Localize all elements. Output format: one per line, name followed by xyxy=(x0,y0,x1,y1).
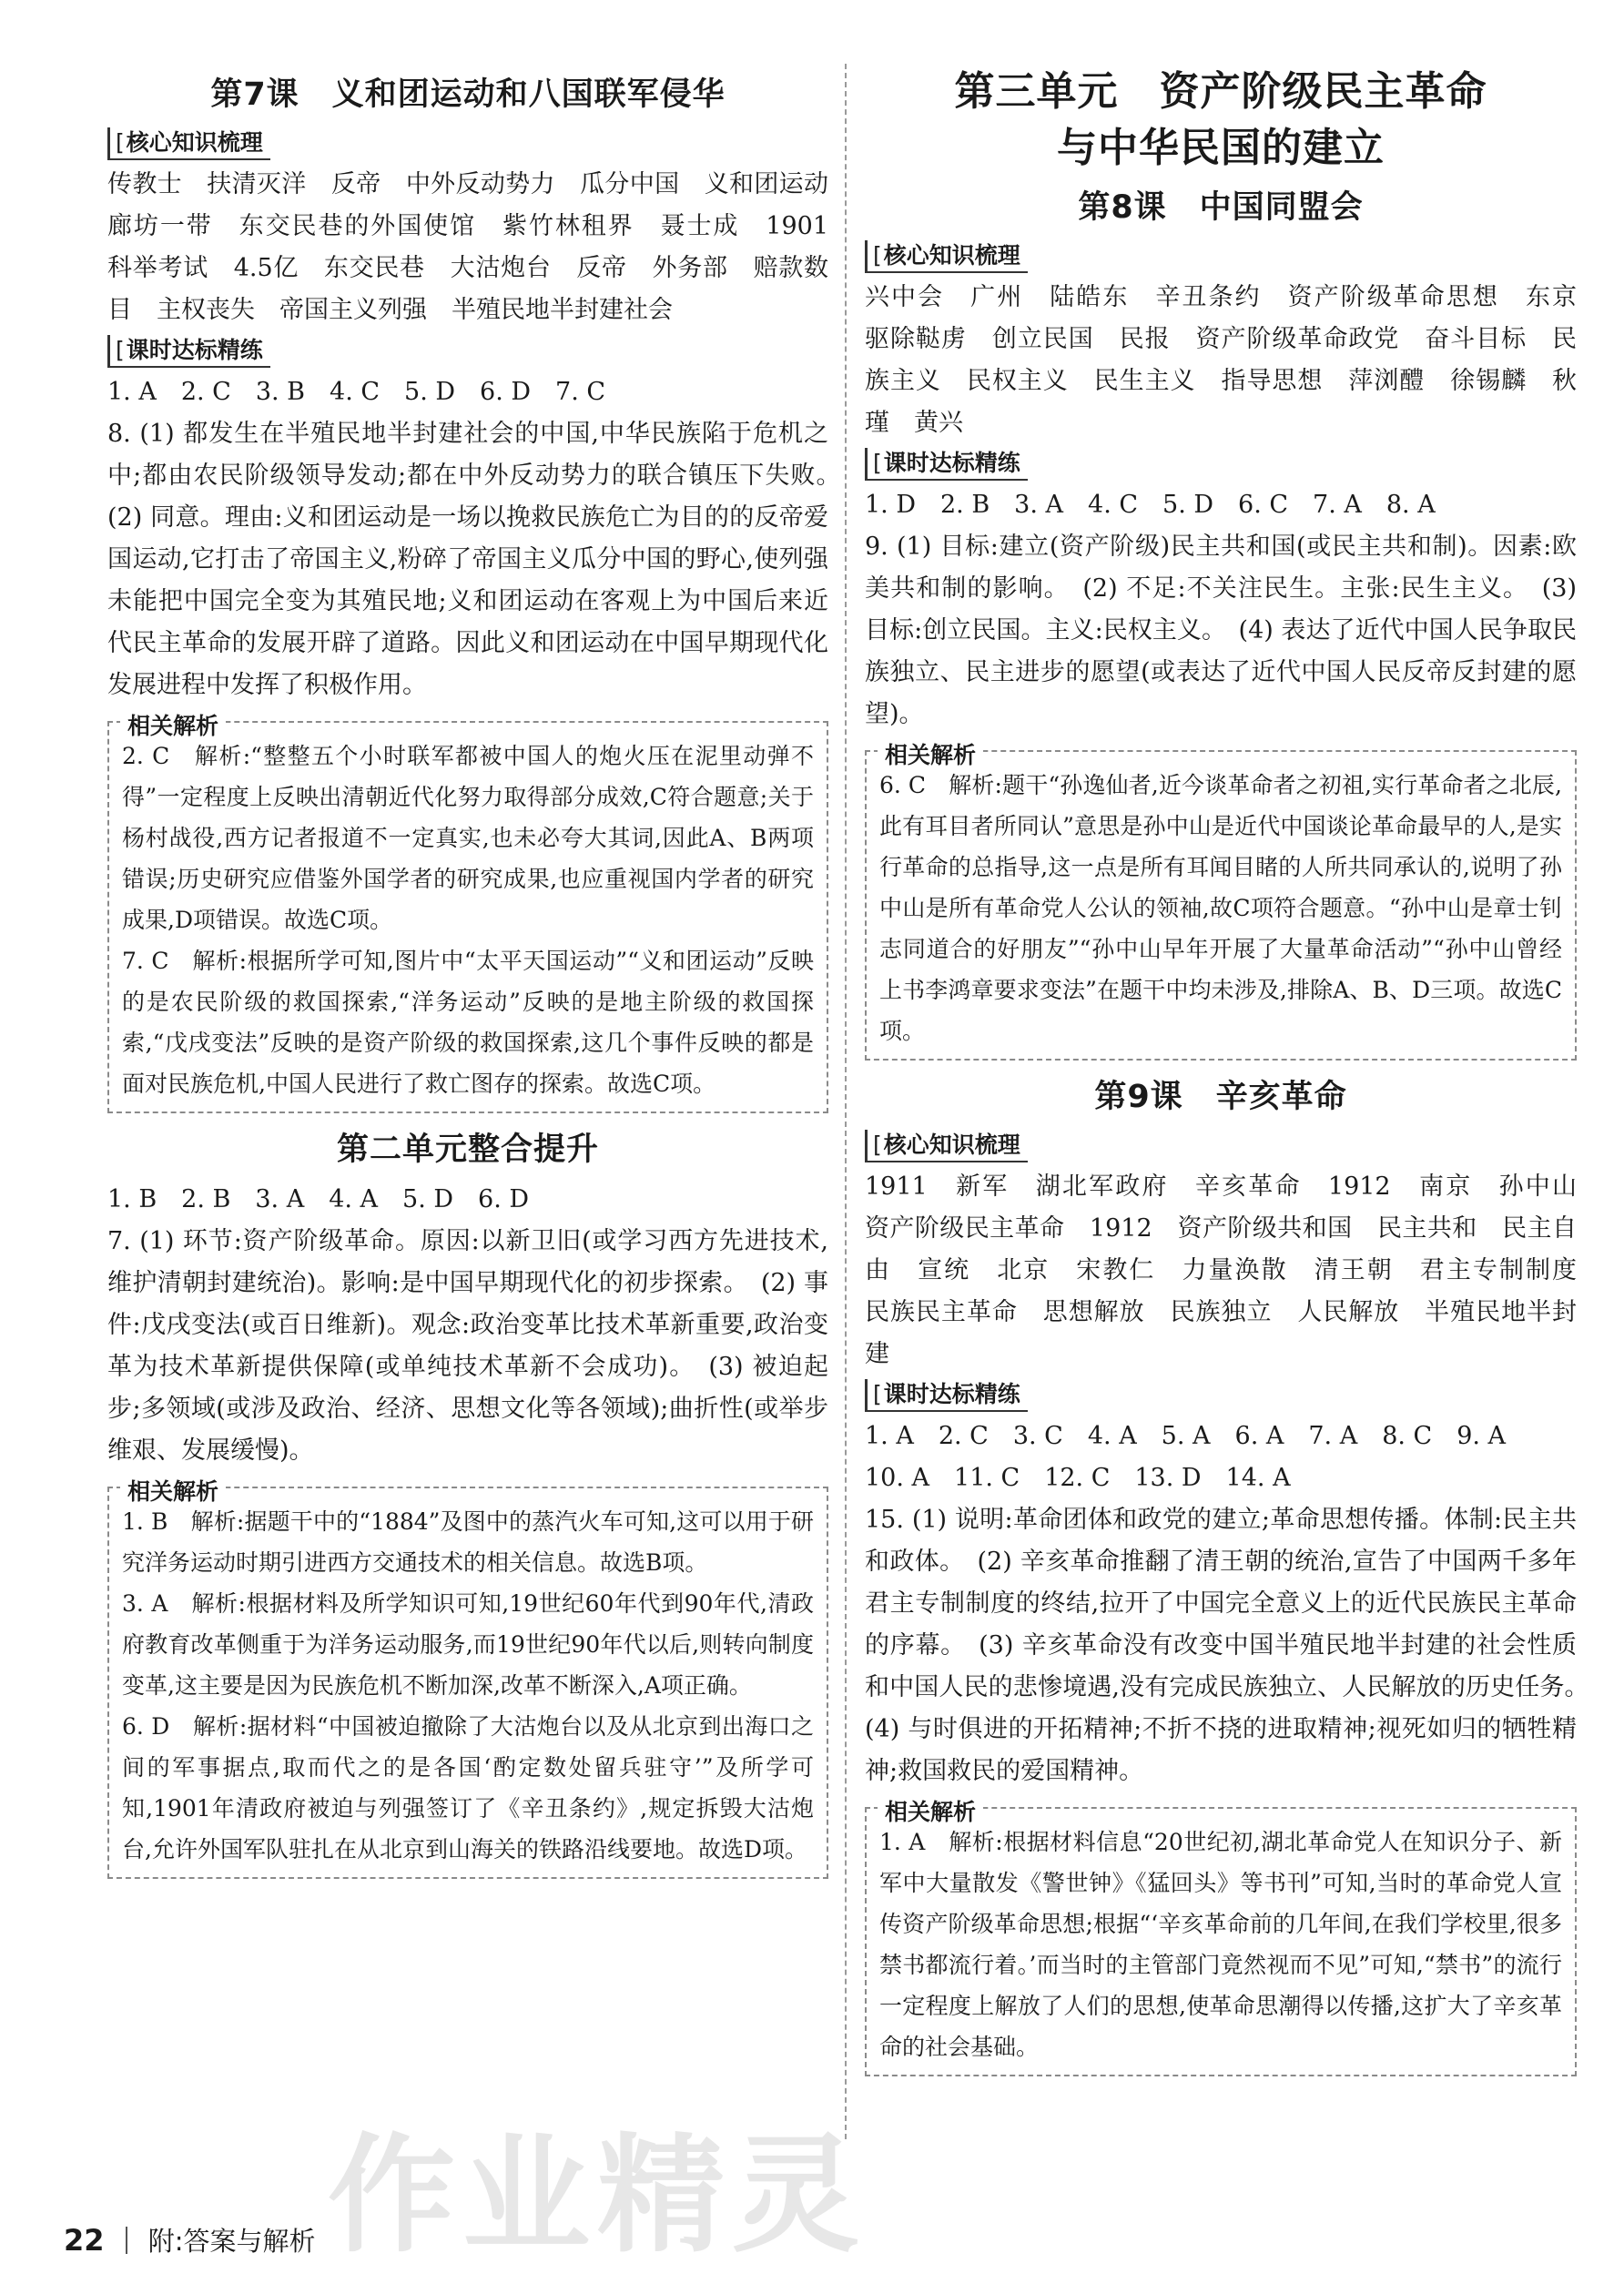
lesson7-analysis-box xyxy=(107,713,828,1113)
analysis-item: 1. B 解析:据题干中的“1884”及图中的蒸汽火车可知,这可以用于研究洋务运动时期引进西方交通技术的相关信息。故选B项。 xyxy=(122,1508,814,1576)
lesson8-q9: 9. (1) 目标:建立(资产阶级)民主共和国(或民主共和制)。因素:欧美共和制的影响。 (2) 不足:不关注民生。主张:民生主义。 (3) 目标:创立民国。主义:民权主义。 (4) 表达了近代中国人民争取民族独立、民主进步的愿望(或表达了近代中国人民反帝反封建的愿望)。 xyxy=(865,533,1577,728)
lesson9-analysis-box xyxy=(865,1799,1577,2076)
lesson9-q15: 15. (1) 说明:革命团体和政党的建立;革命思想传播。体制:民主共和政体。 (2) 辛亥革命推翻了清王朝的统治,宣告了中国两千多年君主专制制度的终结,拉开了中国完全意义上的近代民族民主革命的序幕。 (3) 辛亥革命没有改变中国半殖民地半封建的社会性质和中国人民的悲惨境遇,没有完成民族独立、人民解放的历史任务。 (4) 与时俱进的开拓精神;不折不挠的进取精神;视死如归的牺牲精神;救国救民的爱国精神。 xyxy=(865,1506,1601,1785)
lesson7-title: 第7课 义和团运动和八国联军侵华 xyxy=(210,76,726,113)
page-footer xyxy=(64,2221,316,2258)
analysis-tag: 相关解析 xyxy=(878,1794,983,1827)
left-column xyxy=(107,64,853,1890)
unit3-title: 第三单元 资产阶级民主革命 与中华民国的建立 xyxy=(954,68,1487,171)
lesson8-knowledge: 兴中会 广州 陆皓东 辛丑条约 资产阶级革命思想 东京 驱除鞑虏 创立民国 民报 资产阶级革命政党 奋斗目标 民族主义 民权主义 民生主义 指导思想 萍浏醴 徐锡麟 秋瑾 黄兴 xyxy=(865,283,1601,437)
unit2-answers: 1. B 2. B 3. A 4. A 5. D 6. D xyxy=(107,1185,530,1213)
lesson7-knowledge: 传教士 扶清灭洋 反帝 中外反动势力 瓜分中国 义和团运动 廊坊一带 东交民巷的外国使馆 紫竹林租界 聂士成 1901 科举考试 4.5亿 东交民巷 大沽炮台 反帝 外务部 赔款数目 主权丧失 帝国主义列强 半殖民地半封建社会 xyxy=(107,170,853,324)
footer-label: 附:答案与解析 xyxy=(147,2226,316,2257)
lesson7-answers: 1. A 2. C 3. B 4. C 5. D 6. D 7. C xyxy=(107,378,606,406)
practice-tag: [ 课时达标精练 xyxy=(865,448,1028,481)
lesson9-title: 第9课 辛亥革命 xyxy=(1094,1079,1347,1115)
analysis-tag: 相关解析 xyxy=(878,737,983,770)
analysis-item: 7. C 解析:根据所学可知,图片中“太平天国运动”“义和团运动”反映的是农民阶级的救国探索,“洋务运动”反映的是地主阶级的救国探索,“戊戌变法”反映的是资产阶级的救国探索,这几个事件反映的都是面对民族危机,中国人民进行了救亡图存的探索。故选C项。 xyxy=(122,948,814,1097)
lesson7-q8: 8. (1) 都发生在半殖民地半封建社会的中国,中华民族陷于危机之中;都由农民阶级领导发动;都在中外反动势力的联合镇压下失败。 (2) 同意。理由:义和团运动是一场以挽救民族危亡为目的的反帝爱国运动,它打击了帝国主义,粉碎了帝国主义瓜分中国的野心,使列强未能把中国完全变为其殖民地;义和团运动在客观上为中国后来近代民主革命的发展开辟了道路。因此义和团运动在中国早期现代化发展进程中发挥了积极作用。 xyxy=(107,420,853,699)
analysis-item: 6. C 解析:题干“孙逸仙者,近今谈革命者之初祖,实行革命者之北辰,此有耳目者所同认”意思是孙中山是近代中国谈论革命最早的人,是实行革命的总指导,这一点是所有耳闻目睹的人所共同承认的,说明了孙中山是所有革命党人公认的领袖,故C项符合题意。“孙中山是章士钊志同道合的好朋友”“孙中山早年开展了大量革命活动”“孙中山曾经上书李鸿章要求变法”在题干中均未涉及,排除A、B、D三项。故选C项。 xyxy=(879,772,1562,1044)
analysis-tag: 相关解析 xyxy=(120,708,226,741)
right-column xyxy=(865,64,1601,2087)
footer-separator xyxy=(126,2227,127,2254)
analysis-item: 2. C 解析:“整整五个小时联军都被中国人的炮火压在泥里动弹不得”一定程度上反映出清朝近代化努力取得部分成效,C符合题意;关于杨村战役,西方记者报道不一定真实,也未必夸大其词,因此A、B两项错误;历史研究应借鉴外国学者的研究成果,也应重视国内学者的研究成果,D项错误。故选C项。 xyxy=(122,743,814,933)
page-number: 22 xyxy=(64,2223,105,2258)
knowledge-tag: [ 核心知识梳理 xyxy=(865,1130,1028,1162)
lesson8-title: 第8课 中国同盟会 xyxy=(1078,189,1364,226)
lesson8-answers: 1. D 2. B 3. A 4. C 5. D 6. C 7. A 8. A xyxy=(865,491,1436,519)
watermark: 作业精灵 xyxy=(328,2122,868,2270)
analysis-item: 6. D 解析:据材料“中国被迫撤除了大沽炮台以及从北京到出海口之间的军事据点,取而代之的是各国‘酌定数处留兵驻守’”及所学可知,1901年清政府被迫与列强签订了《辛丑条约》,规定拆毁大沽炮台,允许外国军队驻扎在从北京到山海关的铁路沿线要地。故选D项。 xyxy=(122,1713,814,1863)
unit2-q7: 7. (1) 环节:资产阶级革命。原因:以新卫旧(或学习西方先进技术,维护清朝封建统治)。影响:是中国早期现代化的初步探索。 (2) 事件:戊戌变法(或百日维新)。观念:政治变革比技术革新重要,政治变革为技术革新提供保障(或单纯技术革新不会成功)。 (3) 被迫起步;多领域(或涉及政治、经济、思想文化等各领域);曲折性(或举步维艰、发展缓慢)。 xyxy=(107,1227,828,1465)
lesson9-answers-2: 10. A 11. C 12. C 13. D 14. A xyxy=(865,1464,1291,1492)
knowledge-tag: [ 核心知识梳理 xyxy=(865,240,1028,273)
analysis-item: 3. A 解析:根据材料及所学知识可知,19世纪60年代到90年代,清政府教育改革侧重于为洋务运动服务,而19世纪90年代以后,则转向制度变革,这主要是因为民族危机不断加深,改革不断深入,A项正确。 xyxy=(122,1590,814,1699)
analysis-item: 1. A 解析:根据材料信息“20世纪初,湖北革命党人在知识分子、新军中大量散发《警世钟》《猛回头》等书刊”可知,当时的革命党人宣传资产阶级革命思想;根据“‘辛亥革命前的几年间,在我们学校里,很多禁书都流行着。’而当时的主管部门竟然视而不见”可知,“禁书”的流行一定程度上解放了人们的思想,使革命思潮得以传播,这扩大了辛亥革命的社会基础。 xyxy=(879,1829,1562,2060)
practice-tag: [ 课时达标精练 xyxy=(107,335,270,368)
lesson8-analysis-box xyxy=(865,742,1577,1061)
unit2-title: 第二单元整合提升 xyxy=(336,1132,599,1168)
column-divider xyxy=(845,64,847,2139)
practice-tag: [ 课时达标精练 xyxy=(865,1379,1028,1412)
unit2-analysis-box xyxy=(107,1478,828,1879)
knowledge-tag: [ 核心知识梳理 xyxy=(107,127,270,160)
analysis-tag: 相关解析 xyxy=(120,1474,226,1507)
lesson9-answers-1: 1. A 2. C 3. C 4. A 5. A 6. A 7. A 8. C 9. A xyxy=(865,1422,1507,1450)
lesson9-knowledge: 1911 新军 湖北军政府 辛亥革命 1912 南京 孙中山 资产阶级民主革命 1912 资产阶级共和国 民主共和 民主自由 宣统 北京 宋教仁 力量涣散 清王朝 君主专制制度 民族民主革命 思想解放 民族独立 人民解放 半殖民地半封建 xyxy=(865,1172,1601,1368)
